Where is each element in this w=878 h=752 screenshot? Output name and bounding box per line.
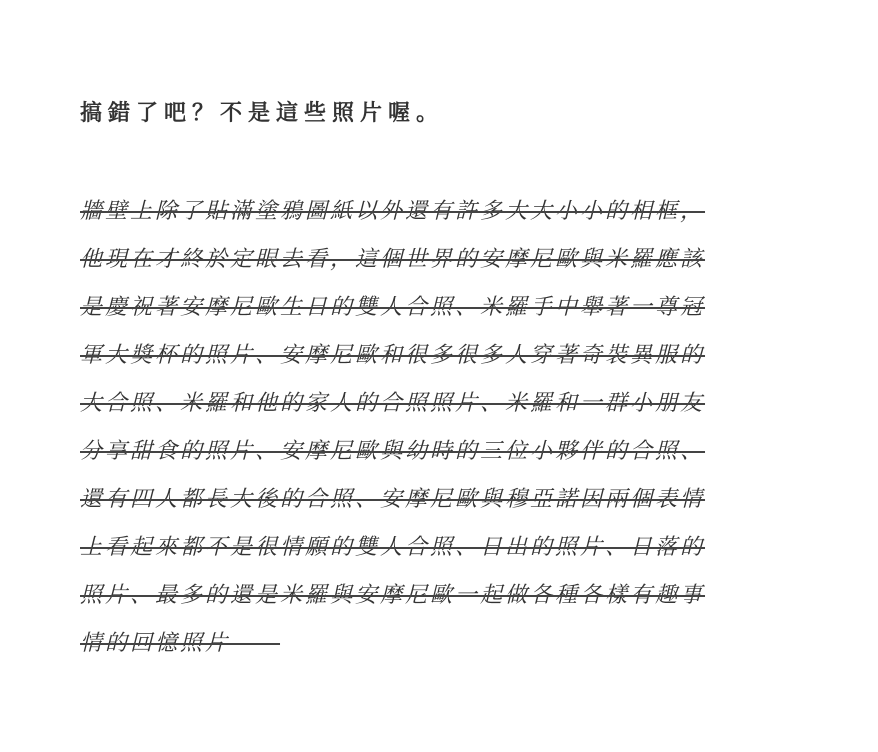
paragraph-line: 分享甜食的照片、安摩尼歐與幼時的三位小夥伴的合照、 (80, 439, 706, 464)
paragraph-line: 上看起來都不是很情願的雙人合照、日出的照片、日落的 (80, 535, 706, 560)
paragraph-line: 情的回憶照片—— (80, 631, 281, 656)
struck-through-paragraph (80, 188, 800, 668)
paragraph-line: 照片、最多的還是米羅與安摩尼歐一起做各種各樣有趣事 (80, 583, 706, 608)
heading: 搞錯了吧？不是這些照片喔。 (80, 101, 445, 126)
paragraph-line: 還有四人都長大後的合照、安摩尼歐與穆亞諾因兩個表情 (80, 487, 706, 512)
paragraph-line: 大合照、米羅和他的家人的合照照片、米羅和一群小朋友 (80, 391, 706, 416)
paragraph-line: 是慶祝著安摩尼歐生日的雙人合照、米羅手中舉著一尊冠 (80, 295, 706, 320)
paragraph-line: 他現在才終於定眼去看，這個世界的安摩尼歐與米羅應該 (80, 247, 706, 272)
paragraph-line: 軍大獎杯的照片、安摩尼歐和很多很多人穿著奇裝異服的 (80, 343, 706, 368)
paragraph-line: 牆壁上除了貼滿塗鴉圖紙以外還有許多大大小小的相框， (80, 199, 706, 224)
